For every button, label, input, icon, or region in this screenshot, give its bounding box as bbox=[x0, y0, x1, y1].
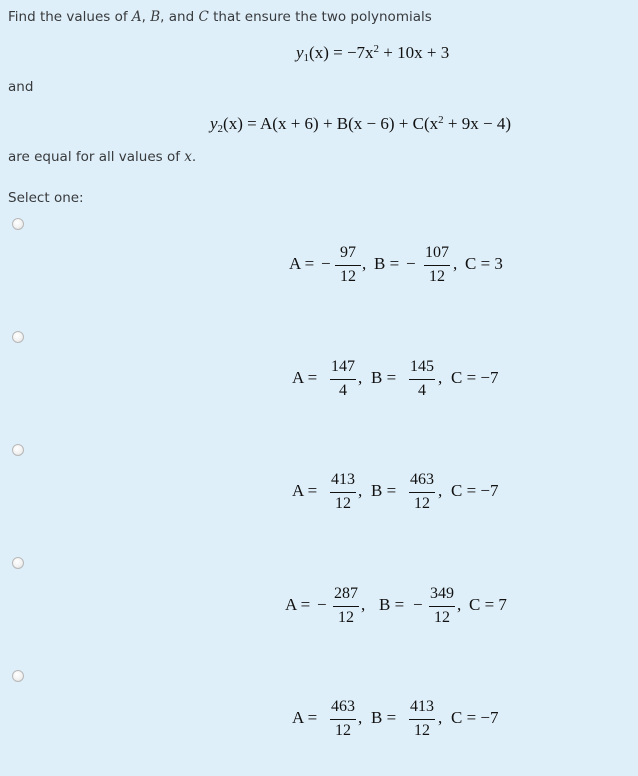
y2-sub: 2 bbox=[217, 123, 224, 135]
a-denominator: 12 bbox=[335, 722, 351, 739]
c-value: C = −7 bbox=[451, 481, 499, 500]
b-numerator: 349 bbox=[430, 585, 454, 602]
y2-equation bbox=[210, 114, 511, 135]
b-numerator: 413 bbox=[410, 698, 434, 715]
comma: , bbox=[457, 595, 462, 614]
b-sign: − bbox=[413, 595, 423, 614]
y2-rest: + 9x − 4) bbox=[443, 114, 511, 133]
option-5-radio[interactable] bbox=[12, 670, 24, 682]
y1-exp: 2 bbox=[373, 43, 380, 55]
a-denominator: 12 bbox=[335, 495, 351, 512]
a-numerator: 97 bbox=[340, 244, 356, 261]
b-fraction bbox=[429, 583, 455, 629]
b-label: B = bbox=[371, 368, 397, 387]
b-denominator: 12 bbox=[434, 609, 450, 626]
comma: , bbox=[438, 368, 443, 387]
equal-text bbox=[8, 149, 196, 165]
b-denominator: 4 bbox=[418, 382, 426, 399]
b-numerator: 145 bbox=[410, 358, 434, 375]
b-denominator: 12 bbox=[414, 495, 430, 512]
intro-suffix: that ensure the two polynomials bbox=[213, 9, 432, 25]
a-fraction bbox=[330, 696, 356, 742]
b-denominator: 12 bbox=[429, 268, 445, 285]
y1-rest: + 10x + 3 bbox=[379, 43, 450, 62]
c-value: C = 3 bbox=[465, 254, 503, 273]
a-denominator: 4 bbox=[339, 382, 347, 399]
intro-sep: , bbox=[141, 9, 146, 25]
question-intro bbox=[8, 9, 432, 25]
a-label: A = bbox=[285, 595, 311, 614]
option-1-radio[interactable] bbox=[12, 218, 24, 230]
var-c: C bbox=[198, 9, 209, 25]
a-denominator: 12 bbox=[340, 268, 356, 285]
b-fraction bbox=[409, 469, 435, 515]
y1-equation bbox=[296, 43, 449, 64]
intro-and: , and bbox=[160, 9, 195, 25]
b-label: B = bbox=[371, 481, 397, 500]
b-denominator: 12 bbox=[414, 722, 430, 739]
b-numerator: 463 bbox=[410, 471, 434, 488]
comma: , bbox=[358, 481, 363, 500]
comma: , bbox=[438, 708, 443, 727]
var-x: x bbox=[184, 149, 192, 165]
b-fraction bbox=[424, 242, 450, 288]
comma: , bbox=[358, 708, 363, 727]
a-fraction bbox=[330, 356, 356, 402]
option-4-radio[interactable] bbox=[12, 557, 24, 569]
comma: , bbox=[358, 368, 363, 387]
a-numerator: 147 bbox=[331, 358, 355, 375]
option-3-radio[interactable] bbox=[12, 444, 24, 456]
a-fraction bbox=[335, 242, 361, 288]
y2-exp: 2 bbox=[438, 114, 444, 126]
comma: , bbox=[362, 254, 367, 273]
a-denominator: 12 bbox=[338, 609, 354, 626]
a-sign: − bbox=[317, 595, 327, 614]
a-sign: − bbox=[321, 254, 331, 273]
a-numerator: 287 bbox=[334, 585, 358, 602]
select-label: Select one: bbox=[8, 190, 84, 206]
b-label: B = bbox=[379, 595, 405, 614]
and-text: and bbox=[8, 79, 34, 95]
c-value: C = −7 bbox=[451, 368, 499, 387]
comma: , bbox=[438, 481, 443, 500]
a-label: A = bbox=[292, 368, 318, 387]
intro-prefix: Find the values of bbox=[8, 9, 128, 25]
y1-lhs: y bbox=[296, 43, 304, 62]
var-b: B bbox=[150, 9, 161, 25]
y1-arg: (x) = −7x bbox=[309, 43, 374, 62]
b-label: B = bbox=[374, 254, 400, 273]
var-a: A bbox=[131, 9, 142, 25]
a-label: A = bbox=[289, 254, 315, 273]
a-numerator: 413 bbox=[331, 471, 355, 488]
b-label: B = bbox=[371, 708, 397, 727]
c-value: C = 7 bbox=[469, 595, 507, 614]
equal-label: are equal for all values of bbox=[8, 149, 180, 165]
a-fraction bbox=[330, 469, 356, 515]
comma: , bbox=[361, 595, 366, 614]
b-numerator: 107 bbox=[425, 244, 449, 261]
option-2-radio[interactable] bbox=[12, 331, 24, 343]
y2-arg: (x) = A(x + 6) + B(x − 6) + C(x bbox=[223, 114, 439, 133]
a-label: A = bbox=[292, 481, 318, 500]
a-label: A = bbox=[292, 708, 318, 727]
b-sign: − bbox=[406, 254, 416, 273]
a-fraction bbox=[333, 583, 359, 629]
c-value: C = −7 bbox=[451, 708, 499, 727]
period: . bbox=[191, 149, 197, 165]
a-numerator: 463 bbox=[331, 698, 355, 715]
b-fraction bbox=[409, 696, 435, 742]
b-fraction bbox=[409, 356, 435, 402]
comma: , bbox=[453, 254, 458, 273]
y2-lhs: y bbox=[210, 114, 218, 133]
y1-sub: 1 bbox=[303, 52, 310, 64]
